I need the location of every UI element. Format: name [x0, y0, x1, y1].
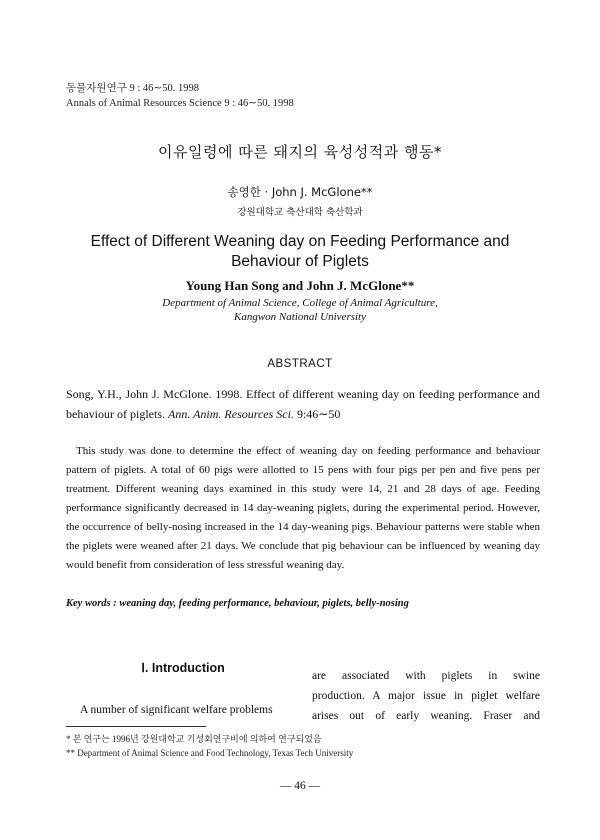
affiliation-english: [0, 296, 600, 324]
title-english: Effect of Different Weaning day on Feeding Performance and Behaviour of Piglets: [90, 233, 510, 270]
abstract-body: This study was done to determine the effect of weaning day on feeding performance and behaviour pattern of piglets. A total of 60 pigs were allotted to 15 pens with four pigs per pen and five pens per treatment. Different weaning days examined in this study were 14, 21 and 28 days of age. Feeding performance significantly decreased in 14 day-weaning piglets, during the experimental period. However, the occurrence of belly-nosing increased in the 14 day-weaning pigs. Behaviour patterns were stable when the piglets were weaned after 21 days. We conclude that pig behaviour can be influenced by weaning day would benefit from consideration of less stressful weaning day.: [66, 445, 540, 571]
abstract-heading: ABSTRACT: [267, 358, 333, 370]
abstract-citation: [66, 384, 540, 424]
intro-left-column: A number of significant welfare problems: [80, 704, 273, 716]
affiliation-korean: 강원대학교 축산대학 축산학과: [237, 207, 363, 218]
section-heading-introduction: Ⅰ. Introduction: [141, 661, 225, 675]
authors-english: Young Han Song and John J. McGlone**: [185, 278, 415, 293]
footnote-1: * 본 연구는 1996년 강원대학교 기성회연구비에 의하여 연구되었음: [66, 734, 322, 744]
affiliation-english-line1: Department of Animal Science, College of Animal Agriculture,: [162, 297, 438, 309]
intro-right-line2: production. A major issue in piglet welfare: [312, 690, 540, 702]
authors-korean: 송영한 · John J. McGlone**: [227, 185, 373, 199]
citation-prefix: Song, Y.H., John J. McGlone. 1998. Effect of different weaning day on feeding performance and behaviour of piglets.: [66, 387, 540, 421]
page-number: — 46 —: [279, 780, 321, 792]
journal-citation-en: Annals of Animal Resources Science 9 : 46∼50. 1998: [66, 98, 294, 109]
intro-right-line1: are associated with piglets in swine: [312, 670, 540, 682]
intro-right-column: [312, 666, 540, 726]
journal-citation-kr: 동물자원연구 9 : 46∼50. 1998: [66, 83, 199, 94]
footnote-rule: [66, 726, 206, 727]
affiliation-english-line2: Kangwon National University: [234, 311, 366, 323]
keywords: Key words : weaning day, feeding performance, behaviour, piglets, belly-nosing: [66, 598, 409, 609]
citation-suffix: 9:46∼50: [296, 407, 341, 421]
title-korean: 이유일령에 따른 돼지의 육성성적과 행동*: [158, 143, 442, 161]
citation-journal: Ann. Anim. Resources Sci.: [167, 407, 294, 421]
footnote-2: ** Department of Animal Science and Food Technology, Texas Tech University: [66, 748, 354, 758]
intro-right-line3: arises out of early weaning. Fraser and: [312, 710, 540, 722]
